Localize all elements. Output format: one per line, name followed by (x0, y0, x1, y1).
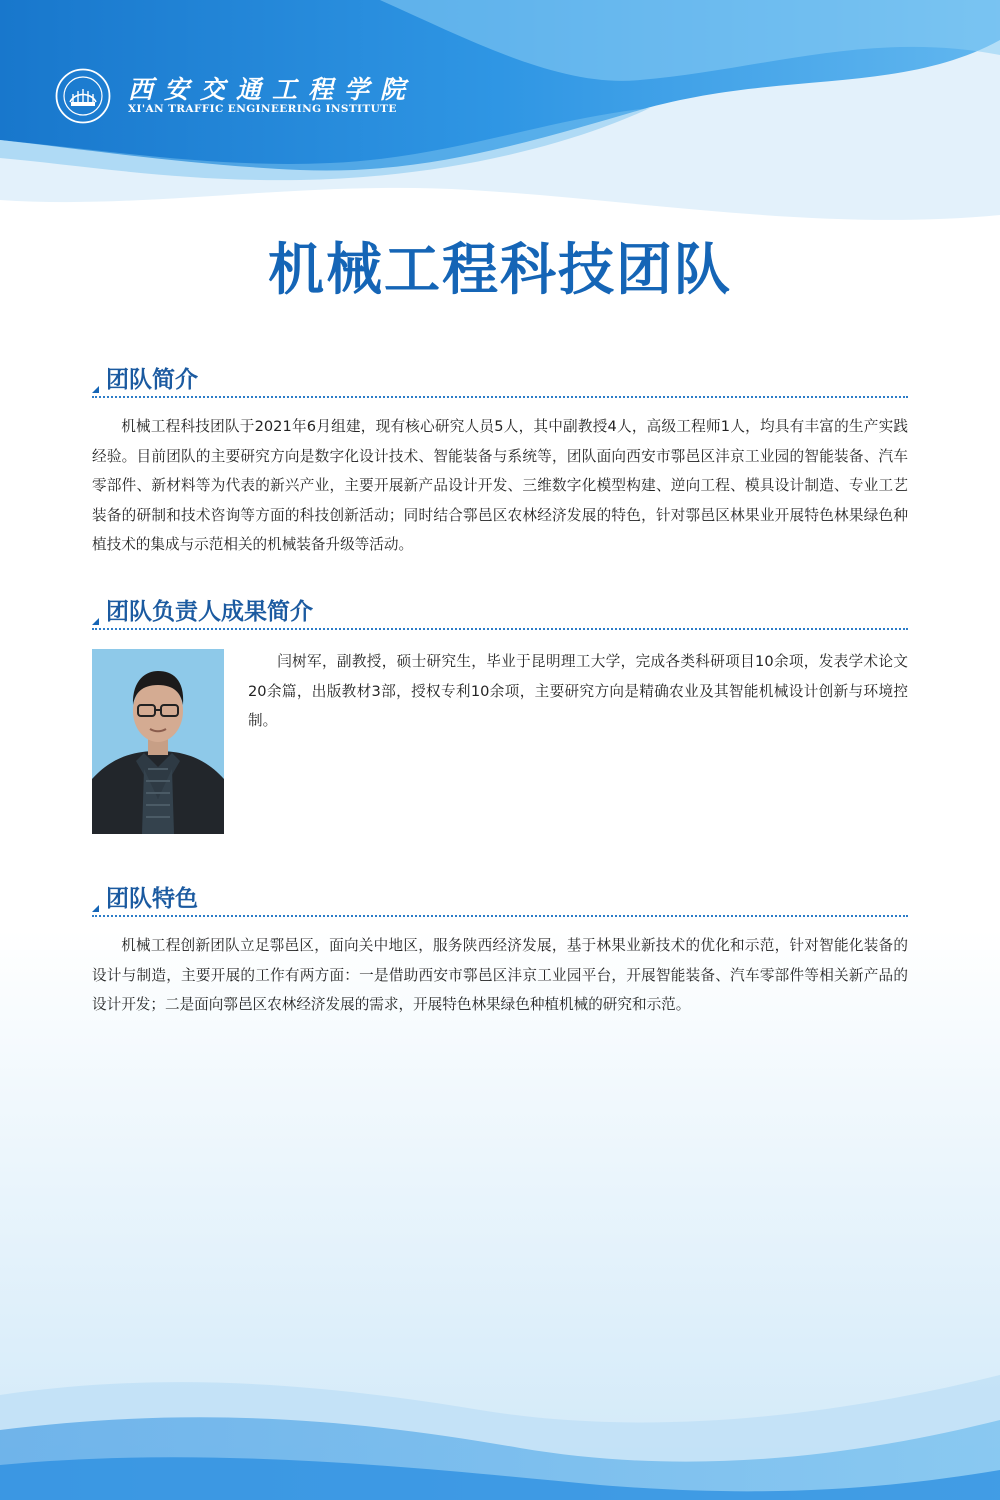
school-name-en: XI'AN TRAFFIC ENGINEERING INSTITUTE (128, 103, 397, 115)
section-header (92, 881, 908, 917)
section-title: 团队负责人成果简介 (106, 599, 313, 625)
leader-bio (248, 647, 908, 736)
corner-triangle-icon (92, 905, 99, 912)
corner-triangle-icon (92, 618, 99, 625)
section-title: 团队特色 (106, 886, 198, 912)
section-text: 机械工程科技团队于2021年6月组建，现有核心研究人员5人，其中副教授4人，高级工程师1人，均具有丰富的生产实践经验。目前团队的主要研究方向是数字化设计技术、智能装备与系统等，团队面向西安市鄠邑区沣京工业园的智能装备、汽车零部件、新材料等为代表的新兴产业，主要开展新产品设计开发、三维数字化模型构建、逆向工程、模具设计制造、专业工艺装备的研制和技术咨询等方面的科技创新活动；同时结合鄠邑区农林经济发展的特色，针对鄠邑区林果业开展特色林果绿色种植技术的集成与示范相关的机械装备升级等活动。 (92, 418, 908, 553)
page-title: 机械工程科技团队 (268, 238, 732, 303)
school-emblem-icon (55, 68, 111, 124)
section-title: 团队简介 (106, 367, 198, 393)
section-team-intro (92, 362, 908, 560)
section-header (92, 594, 908, 630)
corner-triangle-icon (92, 386, 99, 393)
section-header (92, 362, 908, 398)
leader-photo (92, 649, 224, 834)
section-text: 闫树军，副教授，硕士研究生，毕业于昆明理工大学，完成各类科研项目10余项，发表学术论文20余篇，出版教材3部，授权专利10余项，主要研究方向是精确农业及其智能机械设计创新与环境控制。 (248, 653, 908, 729)
school-name-cn: 西安交通工程学院 (128, 75, 417, 104)
section-text: 机械工程创新团队立足鄠邑区，面向关中地区，服务陕西经济发展，基于林果业新技术的优化和示范，针对智能化装备的设计与制造，主要开展的工作有两方面：一是借助西安市鄠邑区沣京工业园平台，开展智能装备、汽车零部件等相关新产品的设计开发；二是面向鄠邑区农林经济发展的需求，开展特色林果绿色种植机械的研究和示范。 (92, 937, 908, 1013)
section-team-features (92, 881, 908, 1020)
section-team-leader (92, 594, 908, 630)
